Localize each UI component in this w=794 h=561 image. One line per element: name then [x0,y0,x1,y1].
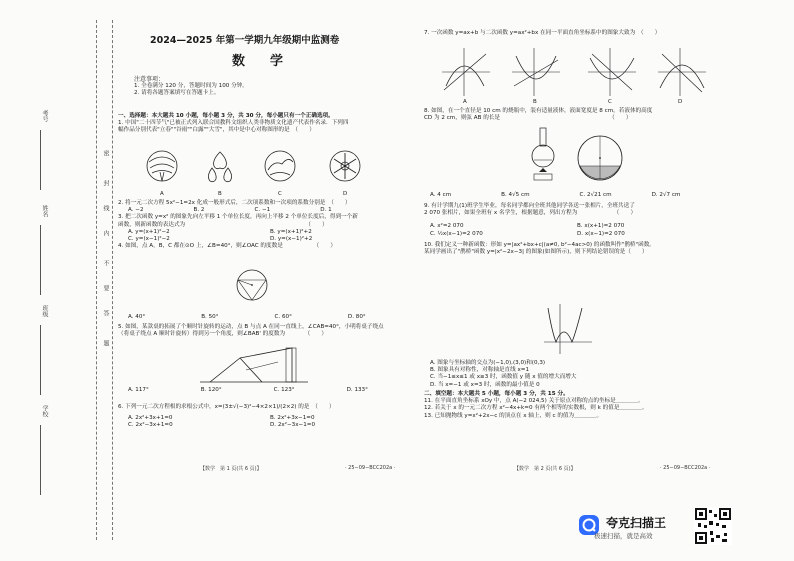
right-questions-3 [424,203,724,256]
options-row [430,192,692,199]
watermark-brand: 夸克扫描王 [606,516,667,530]
options-row [128,314,378,321]
watermark-slogan: 极速扫描，就是高效 [594,532,653,540]
option: B. 2 [193,207,205,214]
option: D. 当 x=−1 或 x=3 时，函数的最小值是 0 [430,381,540,388]
seal-char: 封 [102,180,109,186]
footer-code: · 25−09−BCC202a · [345,465,396,471]
qr-code [694,507,732,549]
question-text: 幅作品分别代表"立春""谷雨""白露""大雪"，其中是中心对称图形的是 （ ） [118,127,315,134]
seal-char: 内 [102,230,109,236]
option: C. y=(x−1)²−2 [128,236,170,243]
graph-b [512,48,560,96]
bailu-figure [265,151,295,181]
options-row [128,387,380,394]
option-label: C [608,99,612,105]
option: A. x²=2 070 [430,223,464,230]
binding-margin [0,0,109,561]
question-text: 5. 如图，某款桌的拓展了个顺时针旋转的运动，点 B 与点 A 在同一直线上，∠CAB=40°，小明将桌子绕点 [118,324,384,330]
seal-line [112,20,113,540]
note-item: 2. 请将各题答案填写在答题卡上。 [134,90,220,97]
notes-heading: 注意事项： [134,76,165,83]
options-row [424,223,724,230]
option: A. 图象与坐标轴的交点为(−1,0),(3,0)和(0,3) [430,360,546,366]
left-questions-3 [118,324,408,338]
guyu-figure [208,152,231,182]
option: C. −1 [254,207,271,214]
q8-flask-figure [530,126,650,186]
option: A. 40° [128,314,146,320]
right-questions-4 [430,360,730,389]
question-text: 12. 若关于 x 的一元二次方程 x²−4x+k=0 有两个相等的实数根，则 k 的值是＿＿＿＿。 [424,405,648,412]
option: B. 120° [200,387,222,393]
q7-graphs [440,46,710,98]
graph-a [442,48,490,96]
notes-block [134,76,404,98]
question-text: 2. 将一元二次方程 5x²−1=2x 化成一般形式后，二次项系数和一次项的系数分别是 （ ） [118,200,351,206]
option: B. 4√5 cm [501,192,530,198]
option: C. 123° [273,387,295,393]
question-text: 13. 已知抛物线 y=x²+2x−c 的顶点在 x 轴上，则 c 的值为＿＿＿＿。 [424,412,603,419]
option: A. −2 [128,207,144,214]
option: D. 2√7 cm [651,192,681,198]
option-label: A [160,191,164,197]
question-text: （将桌子绕点 A 顺时针旋转）得到另一个角度，则∠BAB' 的度数为 （ ） [118,331,328,338]
options-row [118,229,408,236]
question-text: 3. 把二次函数 y=x² 的图象先向左平移 1 个单位长度，再向上平移 2 个单位长度后，得到一个新 [118,214,358,221]
seal-char: 不 [102,260,109,266]
seal-char: 线 [102,205,109,211]
option: B. 2x²+3x−1=0 [270,415,315,422]
cross-section [578,136,622,180]
label-exam-number: 考号 [41,110,48,122]
graph-c [588,48,636,96]
question-text: 8. 如图，在一个直径是 10 cm 的烧瓶中，装有适量液体，液面宽度是 8 cm，若液体的高度 [424,108,653,114]
option: A. 117° [128,387,149,393]
question-text: 9. 有计学期九(1)班学生毕业，每名同学都向全班其他同学各送一张相片，全班共送了 [424,203,635,209]
question-text: 2 070 张相片，如果全班有 x 名学生，根据题意，列出方程为 （ ） [424,210,637,217]
right-questions-5 [424,391,724,420]
subject-title: 数 学 [232,54,290,69]
page-footer: 【数学 第 2 页(共 6 页)】 [514,466,576,472]
option: B. 图象具有对称性，对称轴是直线 x=1 [430,367,530,374]
option: D. 2x²−3x−1=0 [270,422,316,429]
right-questions-2 [424,108,724,122]
option-label: D [343,191,348,197]
seal-line [96,20,97,540]
seal-char: 答 [102,310,109,316]
options-row [424,231,724,238]
option: A. y=(x+1)²−2 [128,228,170,235]
option: C. 60° [274,314,292,320]
option-label: C [278,191,282,197]
option-label: D [678,99,683,105]
exam-title: 2024—2025 年第一学期九年级期中监测卷 [150,35,340,46]
seal-char: 要 [102,285,109,291]
option: A. 4 cm [430,192,452,198]
question-text: 11. 在平面直角坐标系 xOy 中，点 A(−2 024,5) 关于原点对称的点的坐标是＿＿＿＿。 [424,398,644,405]
left-questions-4 [118,404,408,430]
right-questions [424,30,724,37]
label-class: 班级 [41,305,48,317]
question-text: 某同学画出了"鹊桥"函数 y=|x²−2x−3| 的图象(如图所示)，则下列结论错误的是（ ） [424,249,648,256]
q5-desk-figure [200,340,310,385]
question-text: 1. 中国"二十四节气"已被正式列入联合国教科文组织人类非物质文化遗产代表作名录．下列四 [118,120,349,127]
question-text: 函数，则新函数的表达式为 （ ） [118,221,328,228]
q4-circle-figure [232,268,272,302]
section-heading: 二、填空题：本大题共 5 小题，每小题 3 分，共 15 分。 [424,391,569,397]
question-text: CD 为 2 cm，则弦 AB 的长是 （ ） [424,115,632,122]
label-name: 姓名 [41,205,48,217]
q1-figures [140,148,380,188]
option: D. y=(x−1)²+2 [270,236,313,243]
daxue-figure [330,151,360,181]
graph-d [658,48,706,96]
option: C. 2√21 cm [579,192,612,198]
seal-char: 密 [102,150,109,156]
option: C. ½x(x−1)=2 070 [430,230,483,237]
flask-drawing [532,128,554,180]
question-text: 7. 一次函数 y=ax+b 与二次函数 y=ax²+bx 在同一平面直角坐标系中的图象大致为 （ ） [424,30,661,36]
option: D. 80° [347,314,366,320]
page-footer: 【数学 第 1 页(共 6 页)】 [200,466,262,472]
note-item: 1. 全卷满分 120 分，答题时间为 100 分钟。 [134,83,248,90]
option-label: B [533,99,537,105]
option: D. 133° [346,387,368,393]
left-questions-2 [118,200,408,250]
question-text: 6. 下列一元二次方程根的求根公式中，x=(3±√(−3)²−4×2×1)/(2×2) 的是 （ ） [118,404,335,410]
option: B. y=(x+1)²+2 [270,228,312,235]
option-label: A [463,99,467,105]
section-heading: 一、选择题：本大题共 10 小题，每小题 3 分，共 30 分，每小题只有一个正确选项。 [118,113,334,119]
seal-char: 题 [102,340,109,346]
q10-bridge-graph [544,302,594,357]
option: C. 当−1≤x≤1 或 x≥3 时，函数值 y 随 x 值的增大而增大 [430,374,577,381]
question-text: 10. 我们定义一种新函数：形如 y=|ax²+bx+c|(a≠0, b²−4ac>0) 的函数叫作"鹊桥"函数。 [424,241,655,248]
lichun-figure [147,151,177,181]
left-questions [118,113,408,135]
footer-code: · 25−09−BCC202a · [660,465,711,471]
option: A. 2x²+3x+1=0 [128,415,173,422]
option: C. 2x²−3x+1=0 [128,422,173,429]
option: D. x(x−1)=2 070 [577,230,625,237]
option: D. 1 [320,207,332,214]
option: B. x(x+1)=2 070 [577,223,625,230]
question-text: 4. 如图，点 A，B，C 都在⊙O 上，∠B=40°，则∠OAC 的度数是 （ ） [118,243,336,250]
label-school: 学校 [41,405,48,417]
options-row [118,422,408,429]
option: B. 50° [201,314,219,320]
option-label: B [218,191,222,197]
